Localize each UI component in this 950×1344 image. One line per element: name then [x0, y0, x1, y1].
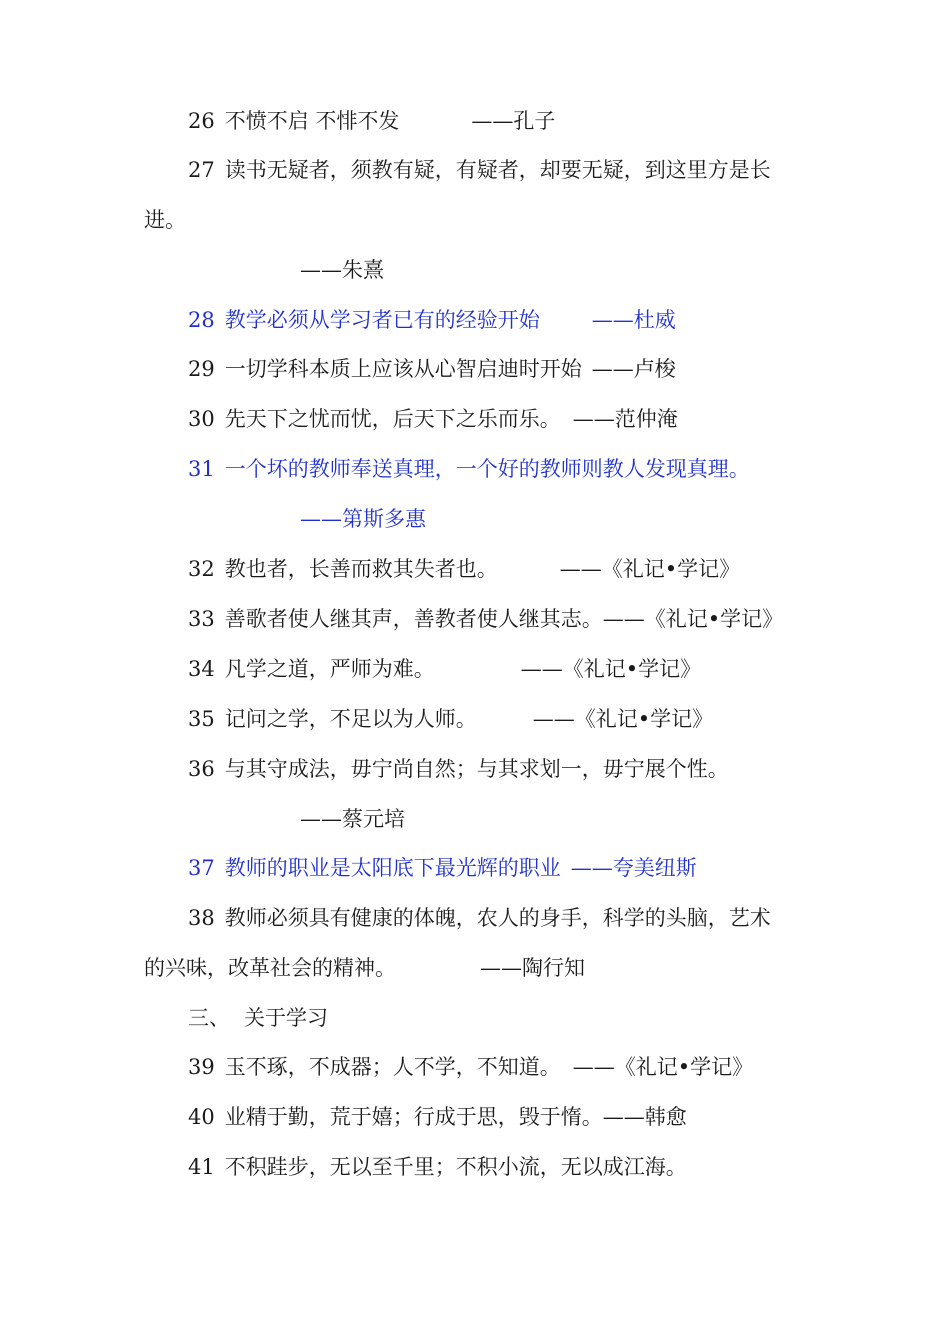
quote-27-author-line	[300, 257, 384, 283]
quote-author: ——夸美纽斯	[570, 856, 697, 880]
quote-number: 28	[188, 308, 215, 332]
quote-text: 教也者，长善而救其失者也。	[224, 557, 498, 581]
quote-author: ——卢梭	[591, 357, 676, 381]
quote-text: 与其守成法，毋宁尚自然；与其求划一，毋宁展个性。	[224, 757, 729, 781]
quote-text: 不愤不启 不悱不发	[224, 109, 400, 133]
quote-number: 33	[188, 607, 215, 631]
quote-author: ——《礼记•学记》	[572, 1055, 754, 1079]
quote-text: 凡学之道，严师为难。	[224, 657, 435, 681]
quote-29	[188, 356, 676, 382]
quote-28	[188, 307, 676, 333]
quote-39	[188, 1054, 753, 1080]
section-title: 关于学习	[244, 1006, 328, 1030]
quote-27-continuation	[144, 207, 186, 233]
quote-author: ——《礼记•学记》	[602, 607, 784, 631]
quote-number: 35	[188, 707, 215, 731]
quote-41	[188, 1154, 687, 1180]
quote-number: 38	[188, 906, 215, 930]
quote-text: 不积跬步，无以至千里；不积小流，无以成江海。	[224, 1155, 687, 1179]
quote-40	[188, 1104, 687, 1130]
quote-author: ——朱熹	[300, 258, 384, 282]
quote-number: 36	[188, 757, 215, 781]
quote-number: 37	[188, 856, 215, 880]
quote-author: ——《礼记•学记》	[559, 557, 741, 581]
quote-32	[188, 556, 740, 582]
quote-36	[188, 756, 729, 782]
quote-38	[188, 905, 771, 931]
quote-35	[188, 706, 713, 732]
quote-text: 一切学科本质上应该从心智启迪时开始	[224, 357, 582, 381]
quote-text: 教学必须从学习者已有的经验开始	[224, 308, 540, 332]
quote-author: ——蔡元培	[300, 807, 405, 831]
quote-text-continued: 进。	[144, 208, 186, 232]
quote-30	[188, 406, 678, 432]
quote-author: ——孔子	[471, 109, 556, 133]
quote-text: 善歌者使人继其声，善教者使人继其志。	[224, 607, 603, 631]
quote-author: ——韩愈	[602, 1105, 687, 1129]
quote-37	[188, 855, 697, 881]
quote-27	[188, 157, 771, 183]
quote-author: ——范仲淹	[572, 407, 678, 431]
quote-number: 34	[188, 657, 215, 681]
quote-text-continued: 的兴味，改革社会的精神。	[144, 956, 396, 980]
quote-number: 30	[188, 407, 215, 431]
section-heading	[188, 1005, 328, 1031]
quote-number: 31	[188, 457, 215, 481]
quote-number: 27	[188, 158, 215, 182]
quote-author: ——第斯多惠	[300, 507, 426, 531]
quote-number: 39	[188, 1055, 215, 1079]
quote-author: ——陶行知	[480, 956, 585, 980]
quote-number: 41	[188, 1155, 215, 1179]
quote-text: 记问之学，不足以为人师。	[224, 707, 477, 731]
quote-author: ——杜威	[591, 308, 676, 332]
quote-text: 业精于勤，荒于嬉；行成于思，毁于惰。	[224, 1105, 603, 1129]
quote-number: 29	[188, 357, 215, 381]
quote-33	[188, 606, 783, 632]
quote-text: 读书无疑者，须教有疑，有疑者，却要无疑，到这里方是长	[224, 158, 771, 182]
quote-author: ——《礼记•学记》	[520, 657, 702, 681]
quote-number: 26	[188, 109, 215, 133]
quote-text: 教师的职业是太阳底下最光辉的职业	[224, 856, 561, 880]
quote-31-author-line	[300, 506, 426, 532]
quote-26	[188, 108, 555, 134]
quote-number: 40	[188, 1105, 215, 1129]
quote-31	[188, 456, 750, 482]
quote-number: 32	[188, 557, 215, 581]
quote-text: 一个坏的教师奉送真理，一个好的教师则教人发现真理。	[224, 457, 750, 481]
quote-text: 玉不琢，不成器；人不学，不知道。	[224, 1055, 561, 1079]
quote-36-author-line	[300, 806, 405, 832]
quote-34	[188, 656, 701, 682]
section-label: 三、	[188, 1006, 230, 1030]
quote-38-continuation	[144, 955, 585, 981]
quote-text: 教师必须具有健康的体魄，农人的身手，科学的头脑，艺术	[224, 906, 771, 930]
quote-author: ——《礼记•学记》	[532, 707, 714, 731]
quote-text: 先天下之忧而忧，后天下之乐而乐。	[224, 407, 561, 431]
